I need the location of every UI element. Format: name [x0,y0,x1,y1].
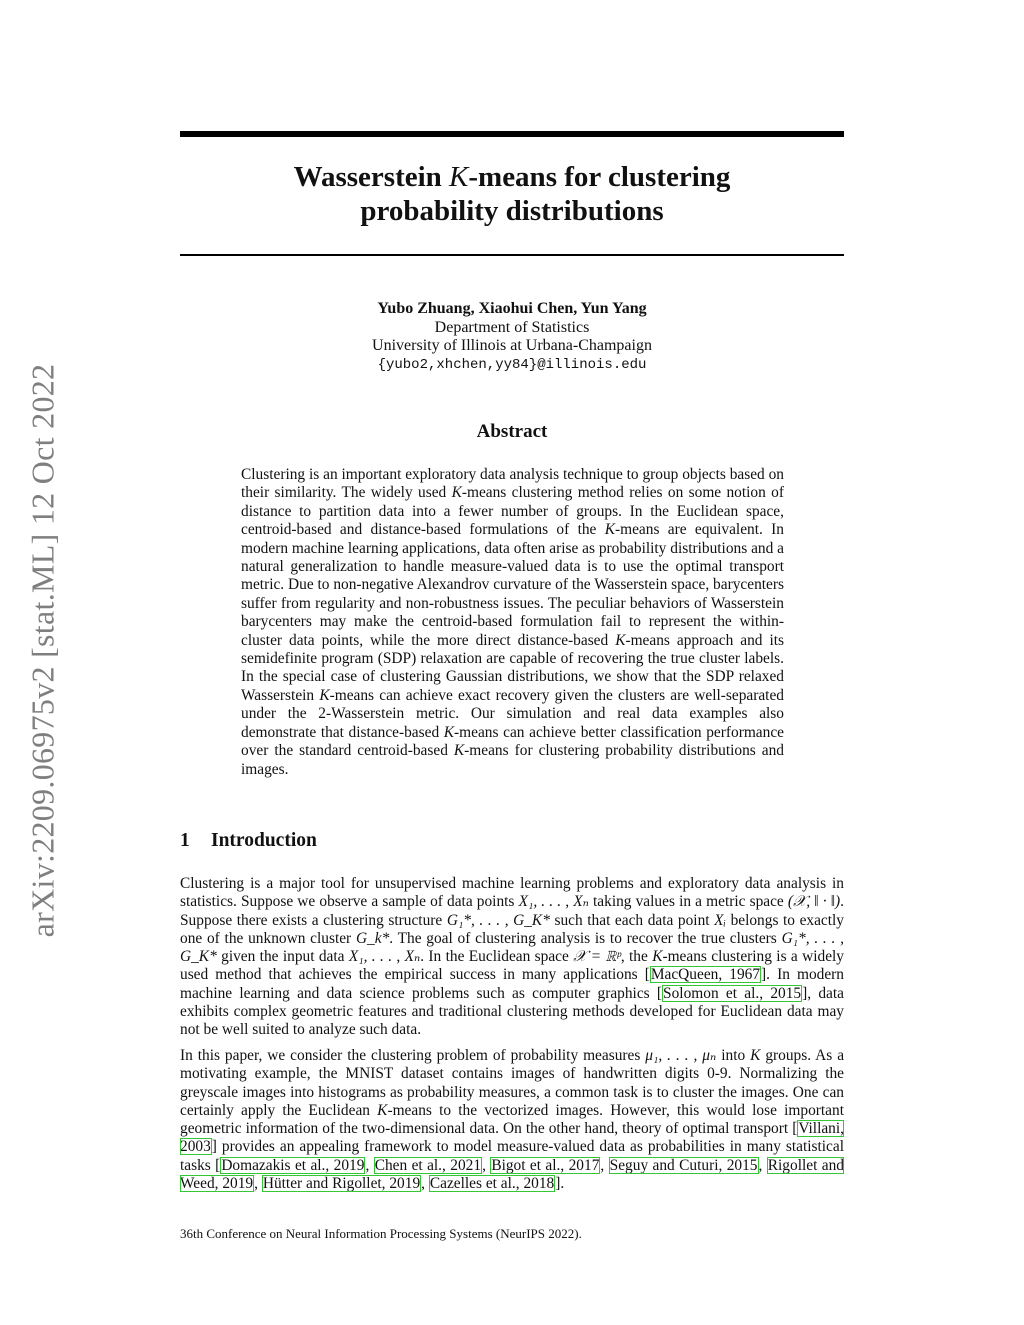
citation-link[interactable]: Cazelles et al., 2018 [429,1175,555,1193]
math-k: K [443,723,455,741]
author-names: Yubo Zhuang, Xiaohui Chen, Yun Yang [377,300,647,317]
section-heading-introduction [180,830,844,852]
arxiv-id[interactable]: arXiv:2209.06975v2 [stat.ML] 12 Oct 2022 [24,363,61,937]
math-mu1-mun: μ₁, . . . , μₙ [645,1047,717,1064]
citation-link[interactable]: Villani, 2003 [180,1120,844,1156]
math-xi: Xᵢ [714,911,726,929]
citation-link[interactable]: Rigollet and Weed, 2019 [180,1156,844,1193]
section-title: Introduction [211,830,317,851]
math-x1-xn: X₁, . . . , Xₙ [518,893,589,911]
math-gk: G_k* [355,929,390,947]
math-euclidean-space: 𝒳 = ℝᵖ [573,948,621,966]
arxiv-stamp [18,345,68,955]
title-line-2: probability distributions [360,195,664,227]
math-k: K [652,948,663,966]
abstract-heading: Abstract [476,421,548,442]
author-email[interactable]: {yubo2,xhchen,yy84}@illinois.edu [377,356,647,373]
section-number: 1 [180,830,190,851]
citation-link[interactable]: Domazakis et al., 2019 [221,1156,365,1174]
math-k: K [377,1101,388,1119]
math-k: K [615,631,626,649]
math-metric-space: (𝒳, ‖ · ‖) [787,893,841,911]
author-university: University of Illinois at Urbana-Champaign [372,337,652,354]
citation-link[interactable]: Bigot et al., 2017 [491,1156,600,1174]
title-bottom-rule [180,254,844,256]
intro-paragraph-2: In this paper, we consider the clustering problem of probability measures μ₁, . . . , μₙ into K groups. As a motivating example, the MNIST dataset contains images of handwritten digits 0-9. Normalizing the greyscale images into histograms as probability measures, a common task is to cluster the images. One can certainly apply the Euclidean K-means to the vectorized images. However, this would lose important geometric information of the two-dimensional data. On the other hand, theory of optimal transport [Villani, 2003] provides an appealing framework to model measure-valued data as probabilities in many statistical tasks [Domazakis et al., 2019, Chen et al., 2021, Bigot et al., 2017, Seguy and Cuturi, 2015, Rigollet and Weed, 2019, Hütter and Rigollet, 2019, Cazelles et al., 2018]. [180,1047,845,1193]
author-block [180,300,844,374]
math-g1-gk: G₁*, . . . , G_K* [180,929,844,966]
citation-link[interactable]: Hütter and Rigollet, 2019 [262,1175,421,1193]
title-line-1: Wasserstein K-means for clustering [293,161,731,193]
paper-title [180,160,844,228]
math-k: K [319,686,330,704]
abstract-body: Clustering is an important exploratory data analysis technique to group objects based on their similarity. The widely used K-means clustering method relies on some notion of distance to partition data into a fewer number of groups. In the Euclidean space, centroid-based and distance-based formulations of the K-means are equivalent. In modern machine learning applications, data often arise as probability distributions and a natural generalization to handle measure-valued data is to use the optimal transport metric. Due to non-negative Alexandrov curvature of the Wasserstein space, barycenters suffer from regularity and non-robustness issues. The peculiar behaviors of Wasserstein barycenters may make the centroid-based formulation fail to represent the within-cluster data points, while the more direct distance-based K-means approach and its semidefinite program (SDP) relaxation are capable of recovering the true cluster labels. In the special case of clustering Gaussian distributions, we show that the SDP relaxed Wasserstein K-means can achieve exact recovery given the clusters are well-separated under the 2-Wasserstein metric. Our simulation and real data examples also demonstrate that distance-based K-means can achieve better classification performance over the standard centroid-based K-means for clustering probability distributions and images. [241,466,785,778]
math-x1-xn: X₁, . . . , Xₙ [348,948,421,966]
author-department: Department of Statistics [434,318,590,336]
intro-paragraph-1: Clustering is a major tool for unsupervised machine learning problems and exploratory data analysis in statistics. Suppose we observe a sample of data points X₁, . . . , Xₙ taking values in a metric space (𝒳, ‖ · ‖). Suppose there exists a clustering structure G₁*, . . . , G_K* such that each data point Xᵢ belongs to exactly one of the unknown cluster G_k*. The goal of clustering analysis is to recover the true clusters G₁*, . . . , G_K* given the input data X₁, . . . , Xₙ. In the Euclidean space 𝒳 = ℝᵖ, the K-means clustering is a widely used method that achieves the empirical success in many applications [MacQueen, 1967]. In modern machine learning and data science problems such as computer graphics [Solomon et al., 2015], data exhibits complex geometric features and traditional clustering methods developed for Euclidean data may not be well suited to analyze such data. [180,875,845,1039]
citation-link[interactable]: Chen et al., 2021 [374,1156,482,1174]
math-g1-gk: G₁*, . . . , G_K* [446,911,550,929]
math-k: K [750,1047,761,1064]
conference-footnote: 36th Conference on Neural Information Processing Systems (NeurIPS 2022). [180,1226,582,1241]
math-k: K [453,742,465,760]
title-top-rule [180,131,844,137]
citation-link[interactable]: Seguy and Cuturi, 2015 [609,1156,758,1174]
math-k: K [451,484,462,502]
math-k: K [604,521,615,539]
citation-link[interactable]: MacQueen, 1967 [650,966,761,984]
citation-link[interactable]: Solomon et al., 2015 [663,984,802,1002]
